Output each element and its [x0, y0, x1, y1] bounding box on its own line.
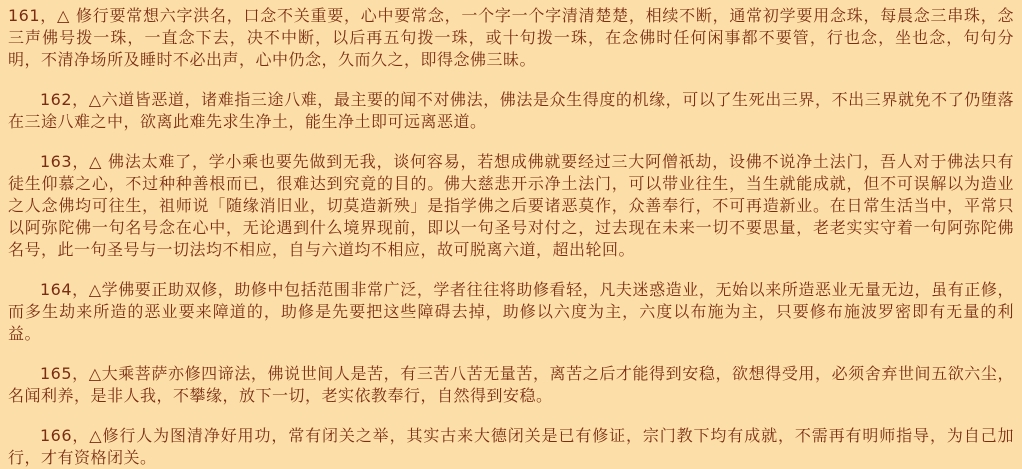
paragraph-165: 165，△大乘菩萨亦修四谛法，佛说世间人是苦，有三苦八苦无量苦，离苦之后才能得到安稳，欲想得受用，必须舍弃世间五欲六尘，名闻利养，是非人我，不攀缘，放下一切，老实依教奉行，自然得到安稳。 — [8, 364, 1014, 405]
paragraph-162: 162，△六道皆恶道，诸难指三途八难，最主要的闻不对佛法，佛法是众生得度的机缘，可以了生死出三界，不出三界就免不了仍堕落在三途八难之中，欲离此难先求生净土，能生净土即可远离恶道。 — [8, 90, 1014, 131]
paragraph-163: 163，△ 佛法太难了，学小乘也要先做到无我，谈何容易，若想成佛就要经过三大阿僧祇劫，设佛不说净土法门，吾人对于佛法只有徒生仰慕之心，不过种种善根而已，很难达到究竟的目的。佛大慈悲开示净土法门，可以带业往生，当生就能成就，但不可误解以为造业之人念佛均可往生，祖师说「随缘消旧业，切莫造新殃」是指学佛之后要诸恶莫作，众善奉行，不可再造新业。在日常生活当中，平常只以阿弥陀佛一句名号念在心中，无论遇到什么境界现前，即以一句圣号对付之，过去现在未来一切不要思量，老老实实守着一句阿弥陀佛名号，此一句圣号与一切法均不相应，自与六道均不相应，故可脱离六道，超出轮回。 — [8, 152, 1014, 259]
paragraph-164: 164，△学佛要正助双修，助修中包括范围非常广泛，学者往往将助修看轻，凡夫迷惑造业，无始以来所造恶业无量无边，虽有正修，而多生劫来所造的恶业要来障道的，助修是先要把这些障碍去掉，助修以六度为主，六度以布施为主，只要修布施波罗密即有无量的利益。 — [8, 280, 1014, 343]
paragraph-161: 161，△ 修行要常想六字洪名，口念不关重要，心中要常念，一个字一个字清清楚楚，相续不断，通常初学要用念珠，每晨念三串珠，念三声佛号拨一珠，一直念下去，决不中断，以后再五句拨一珠，或十句拨一珠，在念佛时任何闲事都不要管，行也念，坐也念，句句分明，不清净场所及睡时不必出声，心中仍念，久而久之，即得念佛三昧。 — [8, 6, 1014, 69]
paragraph-166: 166，△修行人为图清净好用功，常有闭关之举，其实古来大德闭关是已有修证，宗门教下均有成就，不需再有明师指导，为自己加行，才有资格闭关。 — [8, 426, 1014, 467]
